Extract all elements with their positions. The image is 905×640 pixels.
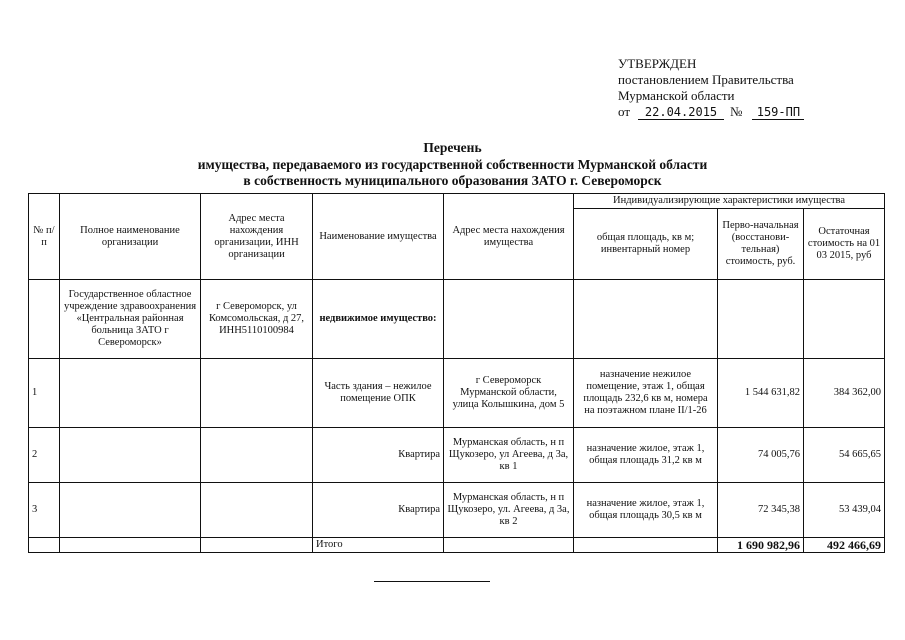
header-num: № п/п xyxy=(29,194,60,280)
table-row xyxy=(29,483,885,538)
total-label: Итого xyxy=(313,538,444,553)
approval-stamp xyxy=(618,56,878,120)
row-property-name: Квартира xyxy=(313,483,444,538)
org-address: г Североморск, ул Комсомольская, д 27, ИНН5110100984 xyxy=(201,280,313,359)
decree-number: 159-ПП xyxy=(752,106,804,120)
approval-date-line xyxy=(618,104,878,120)
total-residual-cost: 492 466,69 xyxy=(804,538,885,553)
total-row xyxy=(29,538,885,553)
header-org-name: Полное наименование организации xyxy=(60,194,201,280)
document-title xyxy=(0,140,905,190)
row-initial-cost: 1 544 631,82 xyxy=(718,359,804,428)
footer-divider xyxy=(374,581,490,582)
row-num: 3 xyxy=(29,483,60,538)
number-prefix: № xyxy=(730,104,743,119)
header-area: общая площадь, кв м; инвентарный номер xyxy=(574,209,718,280)
row-property-name: Часть здания – нежилое помещение ОПК xyxy=(313,359,444,428)
header-org-address: Адрес места нахождения организации, ИНН организации xyxy=(201,194,313,280)
row-residual-cost: 54 665,65 xyxy=(804,428,885,483)
header-property-name: Наименование имущества xyxy=(313,194,444,280)
approval-decree: постановлением Правительства xyxy=(618,72,794,87)
row-property-address: Мурманская область, н п Щукозеро, ул. Агеева, д 3а, кв 2 xyxy=(444,483,574,538)
row-area: назначение нежилое помещение, этаж 1, общая площадь 232,6 кв м, номера на поэтажном плане II/1-26 xyxy=(574,359,718,428)
decree-date: 22.04.2015 xyxy=(638,106,724,120)
row-num: 2 xyxy=(29,428,60,483)
table-row xyxy=(29,428,885,483)
row-residual-cost: 384 362,00 xyxy=(804,359,885,428)
title-line-1: Перечень xyxy=(423,140,482,155)
title-line-2: имущества, передаваемого из государственной собственности Мурманской области xyxy=(197,156,708,172)
org-name: Государственное областное учреждение здравоохранения «Центральная районная больница ЗАТО г Североморск» xyxy=(60,280,201,359)
table-row xyxy=(29,359,885,428)
row-property-address: Мурманская область, н п Щукозеро, ул Агеева, д 3а, кв 1 xyxy=(444,428,574,483)
row-num: 1 xyxy=(29,359,60,428)
org-row xyxy=(29,280,885,359)
row-initial-cost: 74 005,76 xyxy=(718,428,804,483)
row-area: назначение жилое, этаж 1, общая площадь 31,2 кв м xyxy=(574,428,718,483)
approval-region: Мурманской области xyxy=(618,88,735,103)
header-residual-cost: Остаточная стоимость на 01 03 2015, руб xyxy=(804,209,885,280)
row-property-name: Квартира xyxy=(313,428,444,483)
row-property-address: г Североморск Мурманской области, улица Колышкина, дом 5 xyxy=(444,359,574,428)
approval-title: УТВЕРЖДЕН xyxy=(618,56,697,71)
total-initial-cost: 1 690 982,96 xyxy=(718,538,804,553)
header-row-1 xyxy=(29,194,885,209)
row-initial-cost: 72 345,38 xyxy=(718,483,804,538)
header-initial-cost: Перво-начальная (восстанови-тельная) стоимость, руб. xyxy=(718,209,804,280)
row-residual-cost: 53 439,04 xyxy=(804,483,885,538)
date-prefix: от xyxy=(618,104,631,119)
title-line-3: в собственность муниципального образования ЗАТО г. Североморск xyxy=(243,173,662,188)
header-property-address: Адрес места нахождения имущества xyxy=(444,194,574,280)
property-table xyxy=(28,193,885,553)
header-characteristics: Индивидуализирующие характеристики имущества xyxy=(574,194,885,209)
row-area: назначение жилое, этаж 1, общая площадь 30,5 кв м xyxy=(574,483,718,538)
property-category: недвижимое имущество: xyxy=(313,280,444,359)
